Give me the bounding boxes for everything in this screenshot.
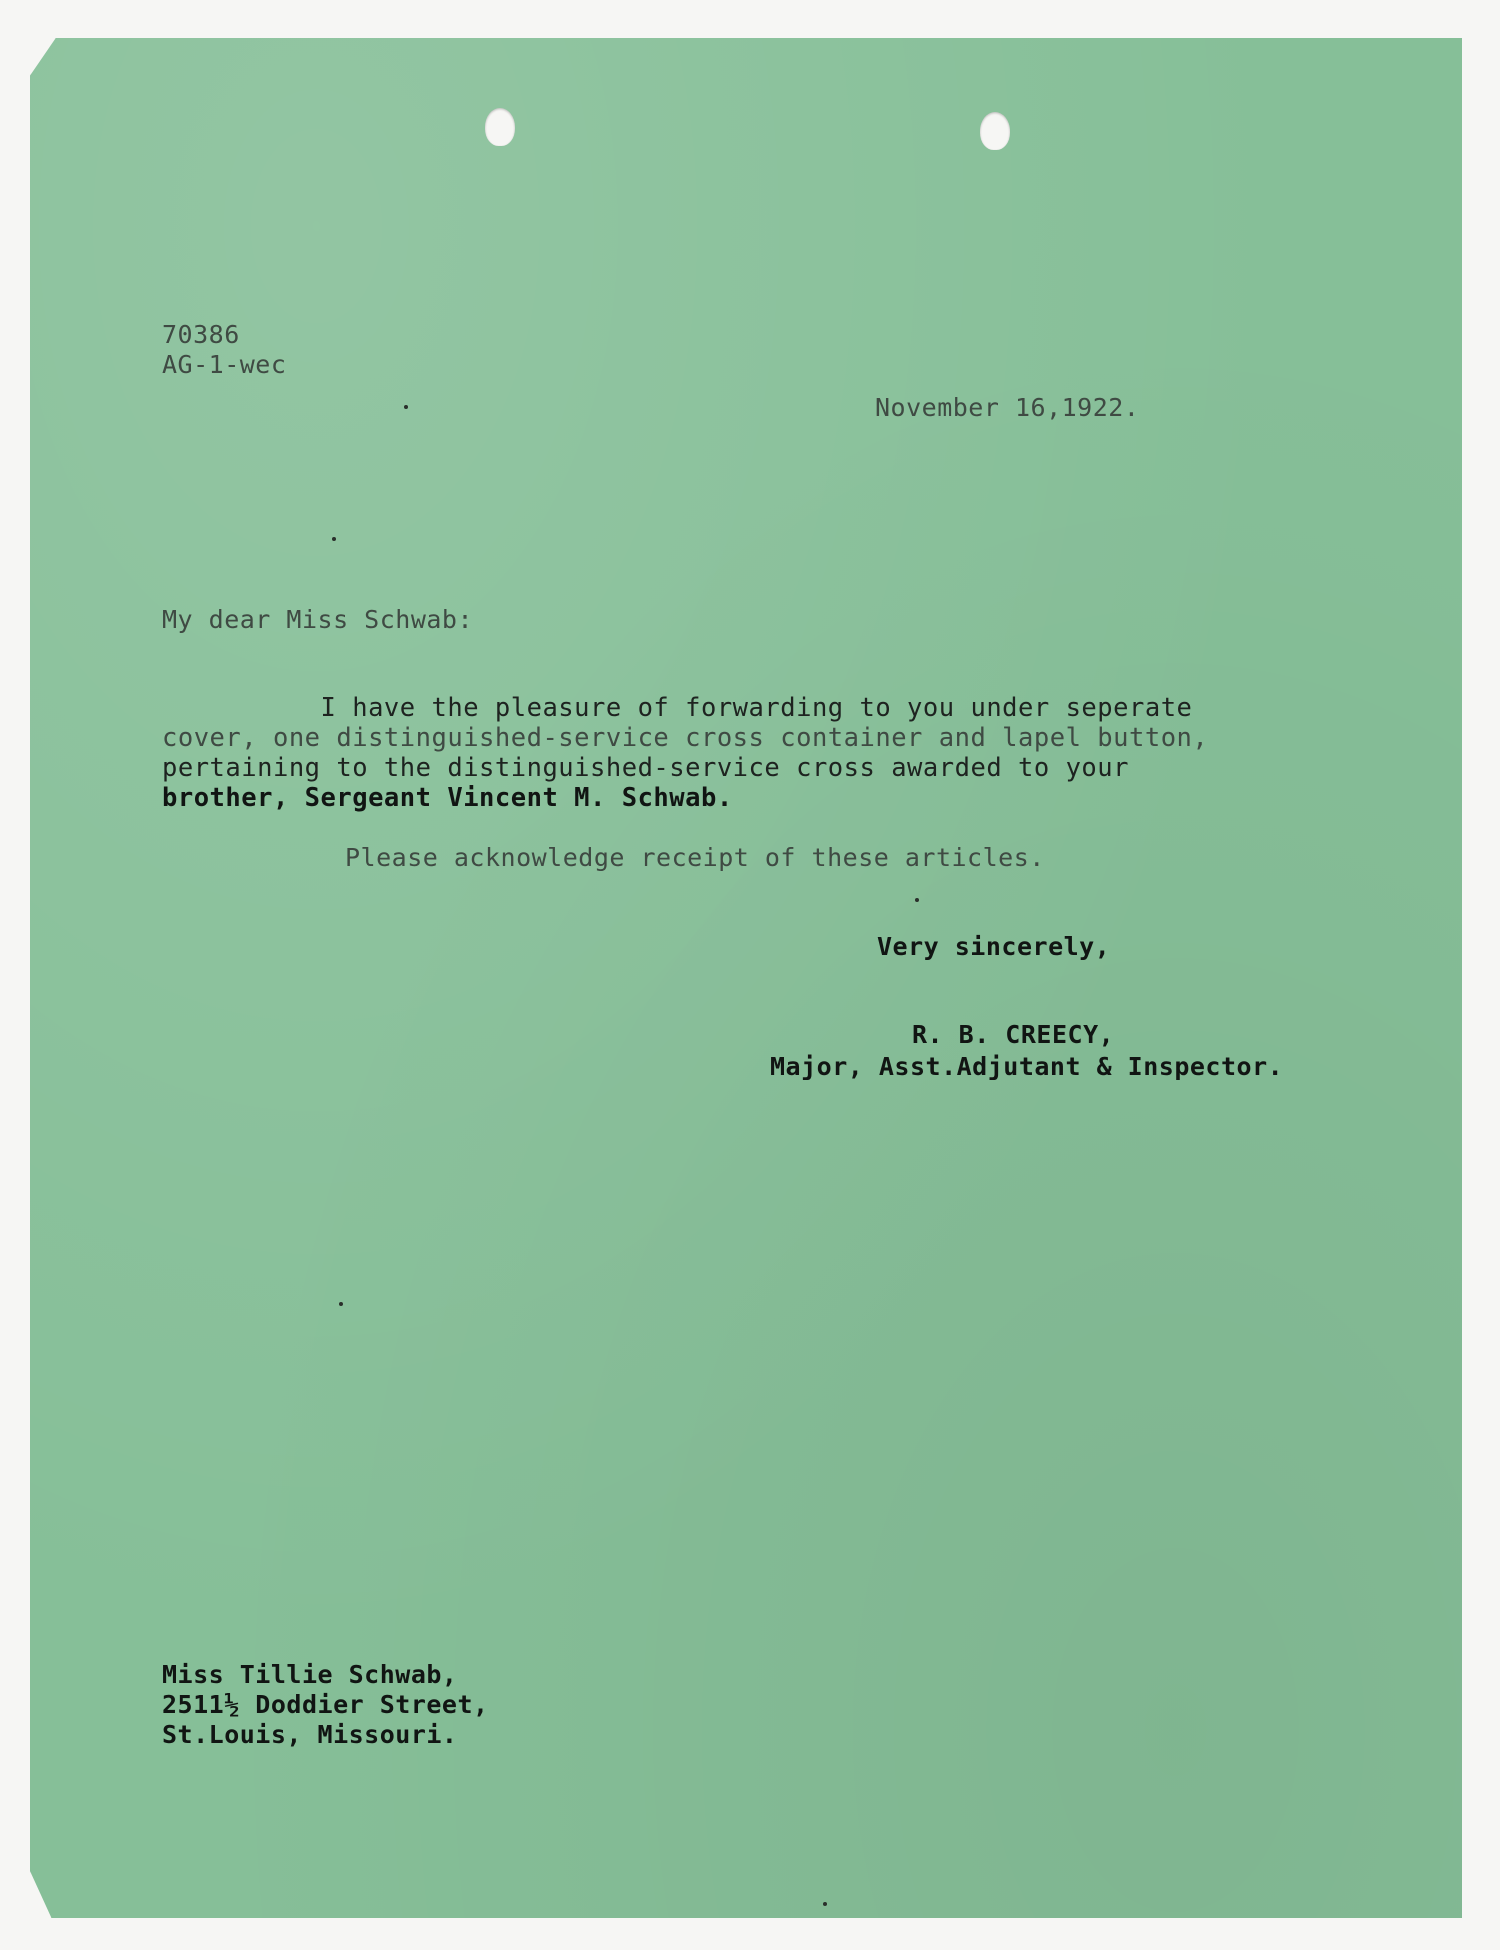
salutation: My dear Miss Schwab: bbox=[162, 605, 474, 634]
letter-date: November 16,1922. bbox=[875, 393, 1140, 422]
body-line: cover, one distinguished-service cross container and lapel button, bbox=[162, 723, 1209, 753]
body-line: brother, Sergeant Vincent M. Schwab. bbox=[162, 783, 733, 813]
signer-name: R. B. CREECY, bbox=[912, 1020, 1115, 1049]
address-line: St.Louis, Missouri. bbox=[162, 1720, 458, 1749]
address-line: Miss Tillie Schwab, bbox=[162, 1660, 458, 1689]
ink-speck bbox=[404, 405, 408, 409]
ink-speck bbox=[915, 898, 919, 902]
punch-hole-right bbox=[980, 112, 1010, 150]
reference-code: AG-1-wec bbox=[162, 350, 287, 379]
ink-speck bbox=[332, 537, 336, 541]
ink-speck bbox=[823, 1902, 827, 1906]
punch-hole-left bbox=[485, 108, 515, 146]
reference-number: 70386 bbox=[162, 320, 240, 349]
ink-speck bbox=[339, 1302, 343, 1306]
letter-sheet bbox=[30, 38, 1462, 1918]
signer-title: Major, Asst.Adjutant & Inspector. bbox=[770, 1052, 1284, 1081]
body-line: pertaining to the distinguished-service cross awarded to your bbox=[162, 753, 1129, 783]
closing-request: Please acknowledge receipt of these articles. bbox=[345, 843, 1045, 872]
complimentary-close: Very sincerely, bbox=[877, 932, 1111, 961]
address-line: 2511½ Doddier Street, bbox=[162, 1690, 489, 1719]
body-line: I have the pleasure of forwarding to you under seperate bbox=[162, 693, 1193, 723]
